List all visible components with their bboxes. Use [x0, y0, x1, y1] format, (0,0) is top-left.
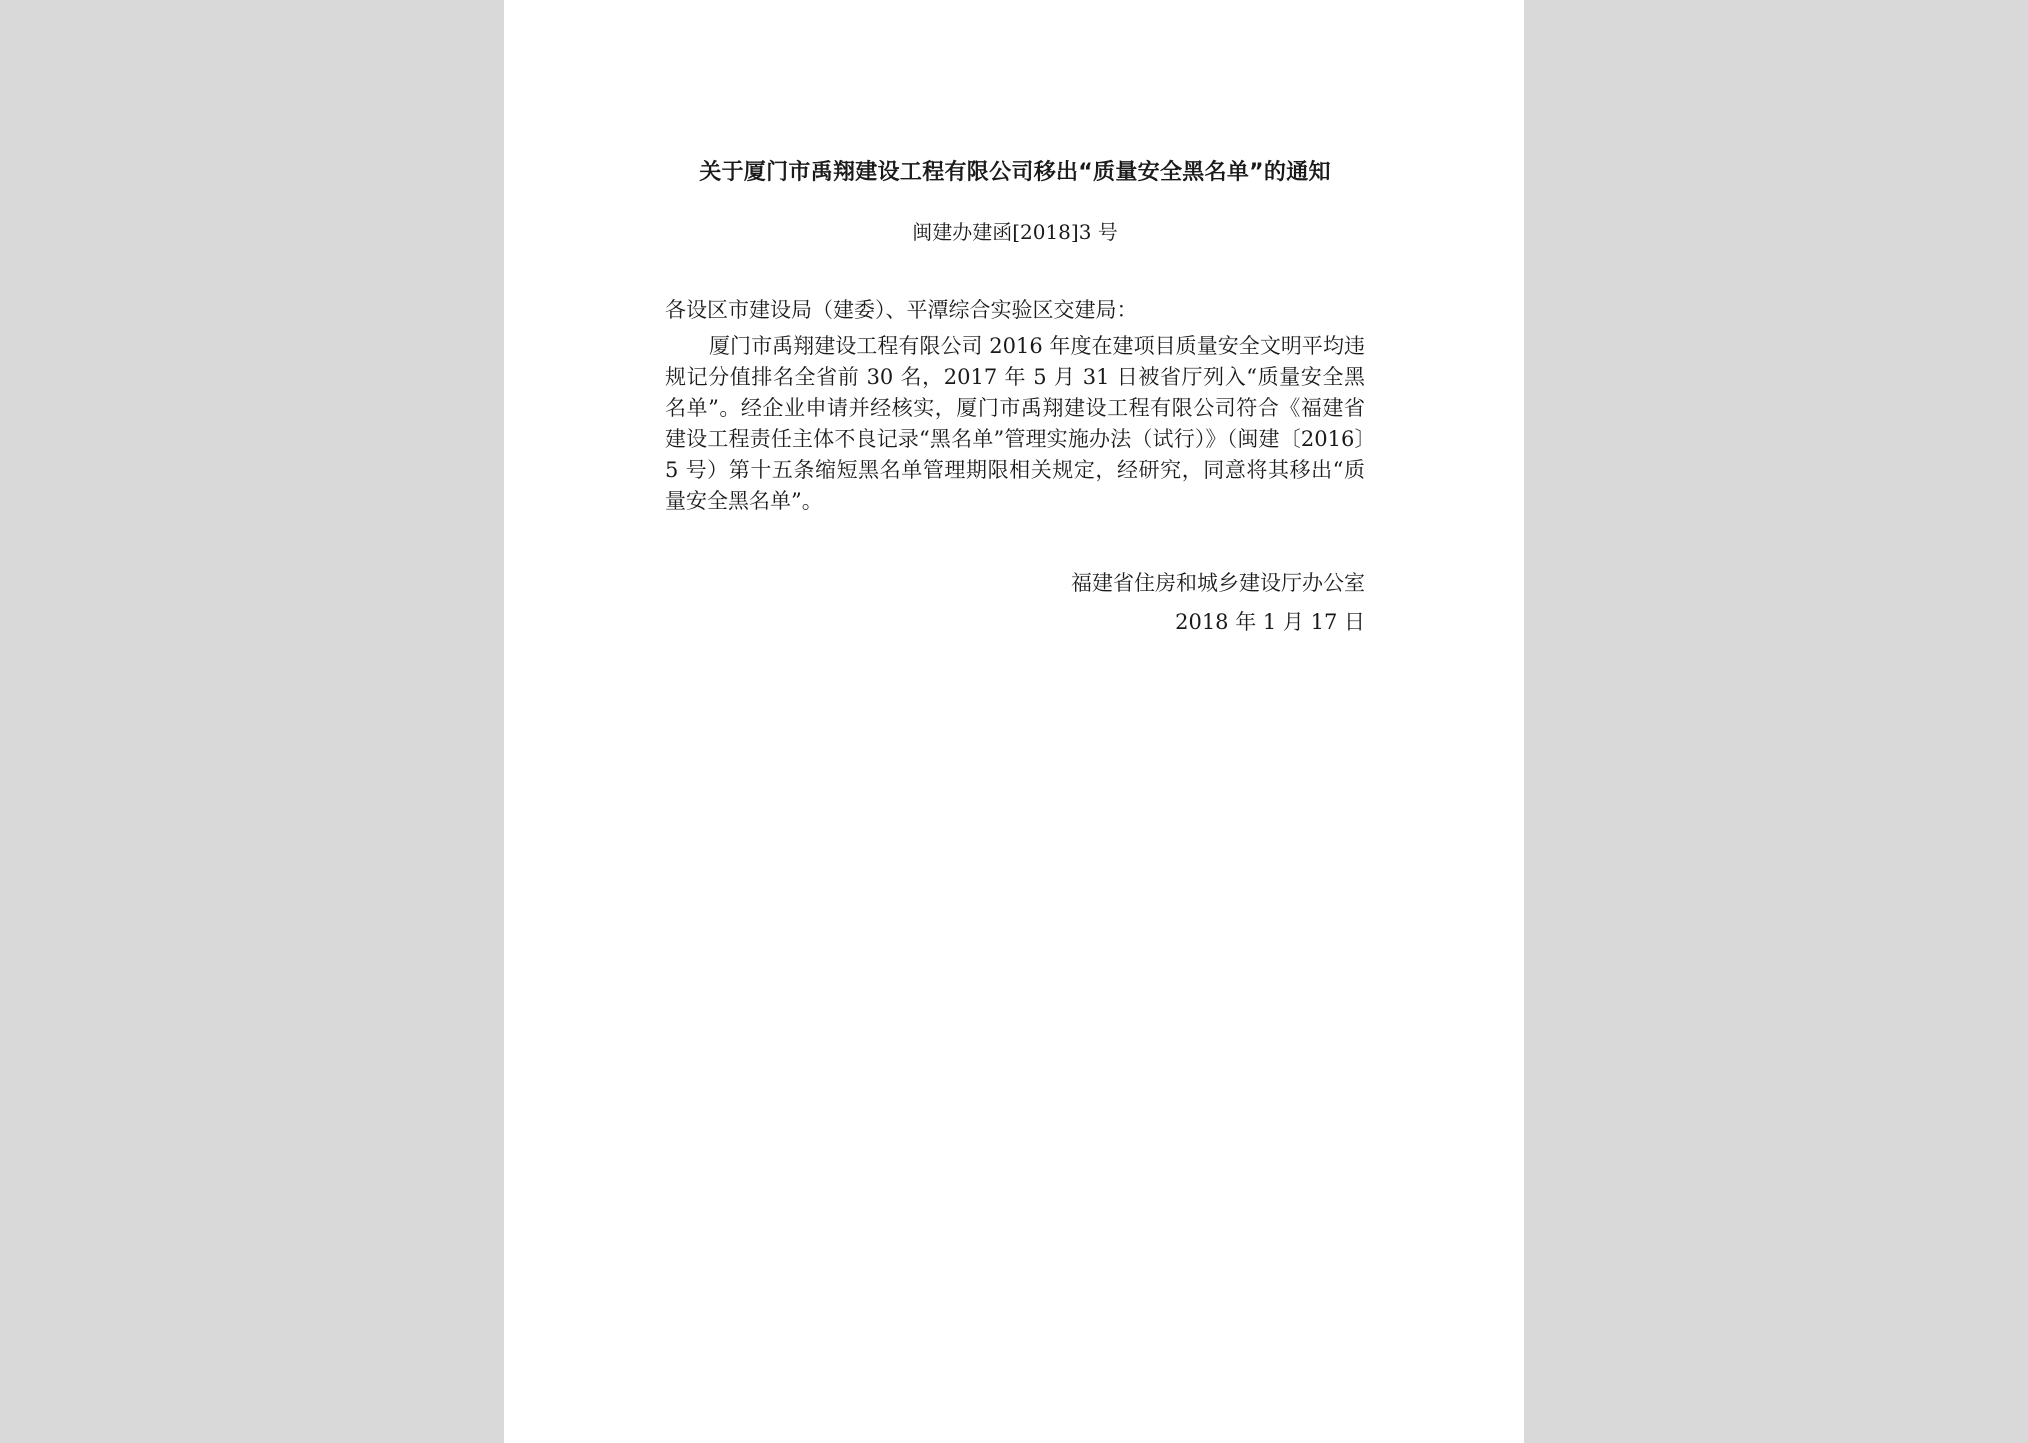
- document-content: [665, 155, 1365, 642]
- issuer: 福建省住房和城乡建设厅办公室: [1071, 571, 1365, 595]
- issue-date: 2018 年 1 月 17 日: [1175, 610, 1365, 634]
- document-title: 关于厦门市禹翔建设工程有限公司移出“质量安全黑名单”的通知: [699, 160, 1331, 185]
- signature-block: [665, 564, 1365, 642]
- document-number: 闽建办建函[2018]3 号: [912, 220, 1118, 244]
- document-page: [504, 0, 1524, 1443]
- body-paragraph: 厦门市禹翔建设工程有限公司 2016 年度在建项目质量安全文明平均违规记分值排名全省前 30 名，2017 年 5 月 31 日被省厅列入“质量安全黑名单”。经企业申请并经核实，厦门市禹翔建设工程有限公司符合《福建省建设工程责任主体不良记录“黑名单”管理实施办法（试行）》（闽建〔2016〕5 号）第十五条缩短黑名单管理期限相关规定，经研究，同意将其移出“质量安全黑名单”。: [665, 334, 1365, 513]
- addressee: 各设区市建设局（建委）、平潭综合实验区交建局：: [665, 298, 1138, 322]
